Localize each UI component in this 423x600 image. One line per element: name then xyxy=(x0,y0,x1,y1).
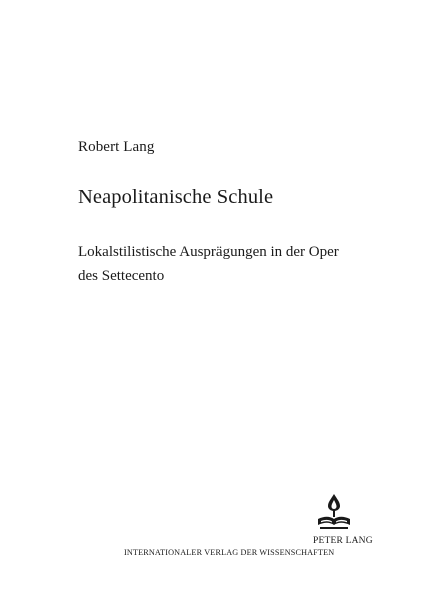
subtitle-line-1: Lokalstilistische Ausprägungen in der Oper xyxy=(78,244,339,260)
author-name: Robert Lang xyxy=(78,139,155,155)
publisher-name: PETER LANG xyxy=(313,536,373,546)
publisher-logo-icon xyxy=(314,492,354,532)
book-title: Neapolitanische Schule xyxy=(78,186,274,208)
publisher-tagline: INTERNATIONALER VERLAG DER WISSENSCHAFTEN xyxy=(124,548,335,557)
subtitle-line-2: des Settecento xyxy=(78,268,165,284)
book-subtitle xyxy=(78,240,378,288)
